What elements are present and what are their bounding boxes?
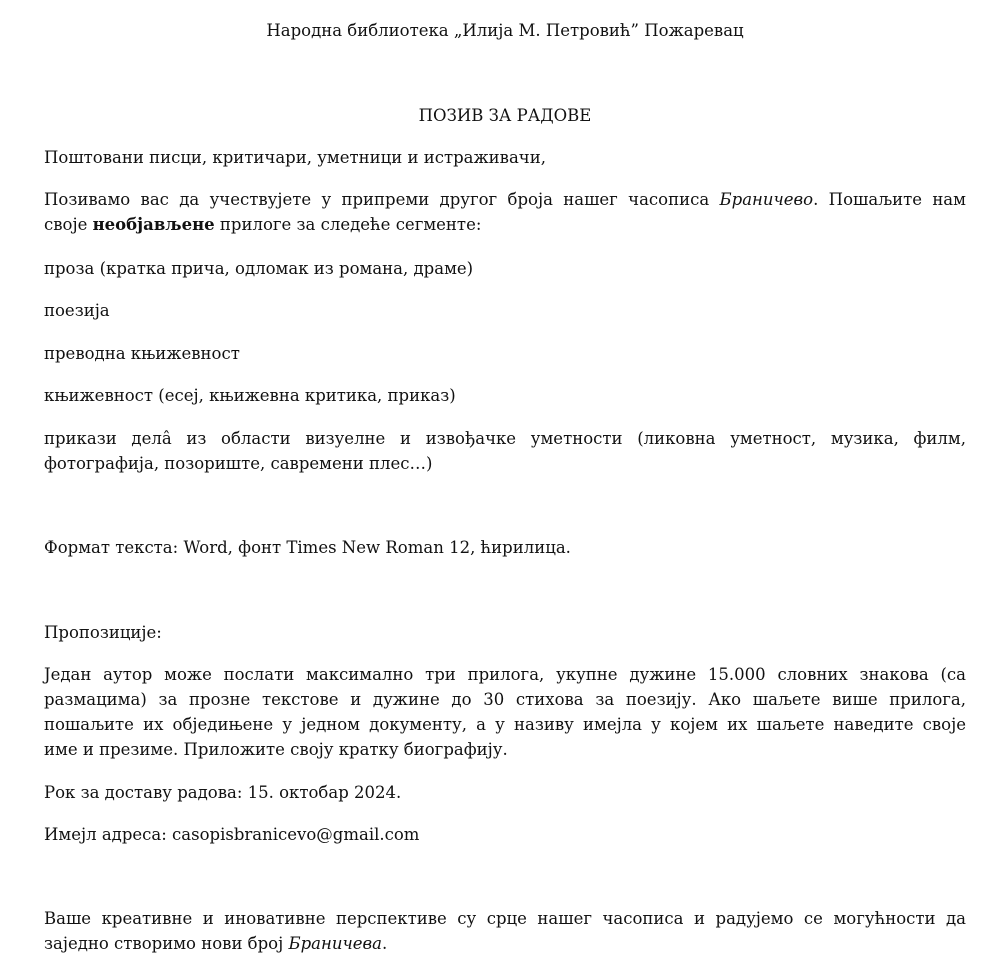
closing-line-2: заједно створимо нови број Браничева. xyxy=(44,934,388,953)
email-address: Имејл адреса: casopisbranicevo@gmail.com xyxy=(44,825,420,844)
document-title: ПОЗИВ ЗА РАДОВЕ xyxy=(418,106,592,125)
greeting: Поштовани писци, критичари, уметници и истраживачи, xyxy=(44,148,546,167)
unpublished-emphasis: необјављене xyxy=(92,215,215,234)
closing-paragraph xyxy=(44,906,966,956)
rules-line: пошаљите их обједињене у једном документу, а у називу имејла у којем их шаљете наведите своје xyxy=(44,715,966,734)
text-format: Формат текста: Word, фонт Times New Roman 12, ћирилица. xyxy=(44,538,571,557)
segment-arts-line-2: фотографија, позориште, савремени плес…) xyxy=(44,454,433,473)
segment-poetry: поезија xyxy=(44,301,110,320)
closing-line-1: Ваше креативне и иновативне перспективе су срце нашег часописа и радујемо се могућности да xyxy=(44,909,966,928)
segment-prose: проза (кратка прича, одломак из романа, драме) xyxy=(44,259,474,278)
deadline: Рок за доставу радова: 15. октобар 2024. xyxy=(44,783,402,802)
library-header: Народна библиотека „Илија М. Петровић” Пожаревац xyxy=(266,21,744,40)
intro-line-2: своје необјављене прилоге за следеће сегменте: xyxy=(44,215,482,234)
rules-heading: Пропозиције: xyxy=(44,623,162,642)
rules-line: Један аутор може послати максимално три прилога, укупне дужине 15.000 словних знакова (са xyxy=(44,665,966,684)
rules-paragraph xyxy=(44,662,966,762)
journal-name: Браничево xyxy=(719,190,814,209)
segment-arts-line-1: прикази делâ из области визуелне и извођачке уметности (ликовна уметност, музика, филм, xyxy=(44,429,966,448)
rules-line: име и презиме. Приложите своју кратку биографију. xyxy=(44,740,508,759)
intro-paragraph xyxy=(44,187,966,237)
segment-literature: књижевност (есеј, књижевна критика, приказ) xyxy=(44,386,456,405)
segment-arts xyxy=(44,426,966,476)
segment-translated: преводна књижевност xyxy=(44,344,240,363)
rules-line: размацима) за прозне текстове и дужине до 30 стихова за поезију. Ако шаљете више прилога, xyxy=(44,690,966,709)
intro-line-1: Позивамо вас да учествујете у припреми другог броја нашег часописа Браничево. Пошаљите нам xyxy=(44,190,966,209)
journal-name-genitive: Браничева xyxy=(288,934,382,953)
